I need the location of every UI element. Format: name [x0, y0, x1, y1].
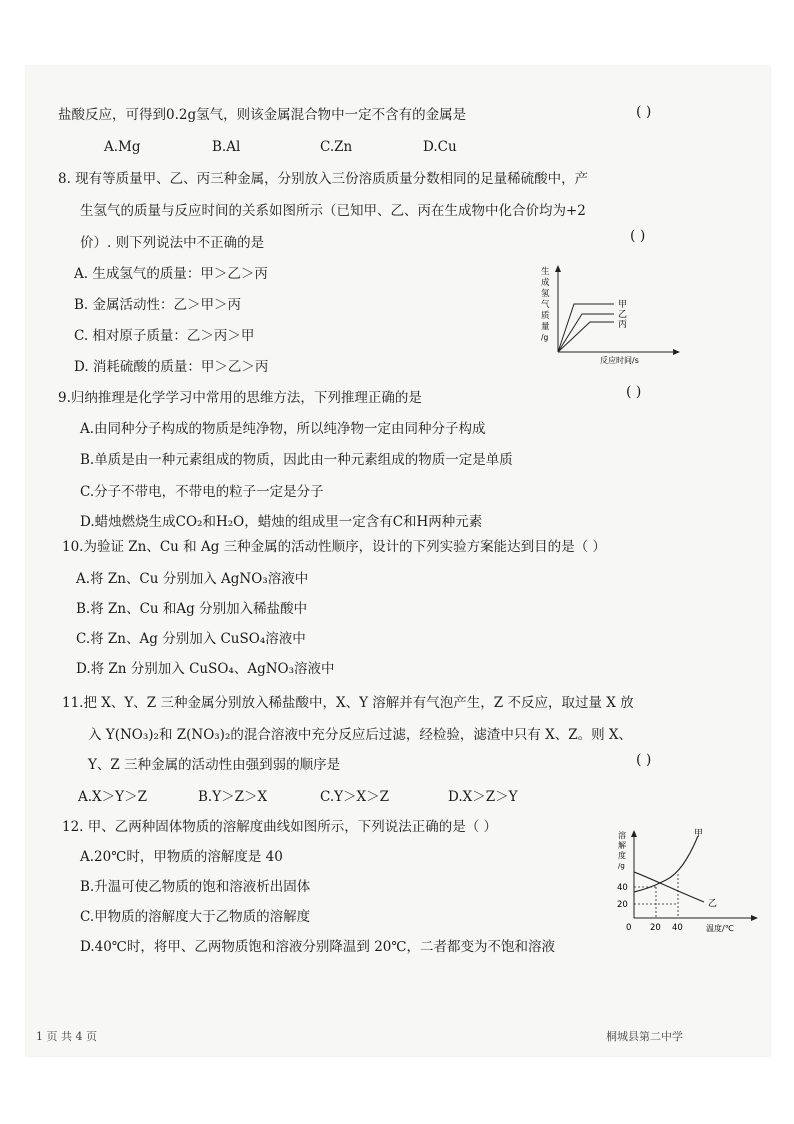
q9-option-a: A.由同种分子构成的物质是纯净物，所以纯净物一定由同种分子构成	[80, 421, 486, 437]
q9-answer-paren: ( )	[626, 384, 642, 400]
q12-ytick-40: 40	[617, 883, 628, 893]
q8-answer-paren: ( )	[630, 228, 646, 244]
q8-ylabel-3: 氢	[541, 289, 550, 299]
q8-label-bing: 丙	[618, 320, 628, 330]
school-name: 桐城县第二中学	[606, 1030, 683, 1043]
q11-option-a: A.X＞Y＞Z	[78, 789, 147, 805]
q8-stem-line3: 价）. 则下列说法中不正确的是	[80, 235, 265, 251]
q9-option-d: D.蜡烛燃烧生成CO₂和H₂O，蜡烛的组成里一定含有C和H两种元素	[80, 514, 483, 530]
q12-curve-jia	[634, 836, 698, 892]
q12-label-yi: 乙	[708, 899, 718, 909]
q7-option-d: D.Cu	[423, 139, 457, 155]
q7-answer-paren: ( )	[636, 104, 652, 120]
q8-curve-yi	[558, 314, 614, 352]
q12-x-arrow	[751, 915, 758, 921]
q12-option-c: C.甲物质的溶解度大于乙物质的溶解度	[80, 909, 311, 925]
q12-ytick-20: 20	[617, 900, 628, 910]
q12-solubility-chart	[614, 826, 770, 936]
q12-xtick-40: 40	[672, 923, 683, 933]
q8-xlabel: 反应时间/s	[600, 356, 639, 365]
q9-stem: 9.归纳推理是化学学习中常用的思维方法，下列推理正确的是	[58, 390, 422, 406]
q7-option-b: B.Al	[212, 139, 241, 155]
q8-y-arrow	[555, 265, 561, 272]
q8-ylabel-6: 量	[541, 322, 550, 332]
q12-xtick-20: 20	[650, 923, 661, 933]
q7-option-c: C.Zn	[320, 139, 353, 155]
q8-ylabel-1: 生	[541, 267, 550, 277]
q8-option-a: A. 生成氢气的质量：甲＞乙＞丙	[74, 266, 268, 282]
q11-stem-line3: Y、Z 三种金属的活动性由强到弱的顺序是	[88, 757, 341, 773]
page-number: 1 页 共 4 页	[36, 1030, 97, 1043]
q7-stem: 盐酸反应，可得到0.2g氢气，则该金属混合物中一定不含有的金属是	[58, 107, 467, 123]
q8-hydrogen-chart	[538, 262, 688, 366]
q12-option-b: B.升温可使乙物质的饱和溶液析出固体	[80, 879, 311, 895]
q12-ylabel-2: 解	[618, 841, 626, 850]
q12-xtick-0: 0	[626, 923, 632, 933]
q8-option-c: C. 相对原子质量：乙＞丙＞甲	[74, 328, 255, 344]
q8-label-yi: 乙	[618, 310, 628, 320]
q9-option-b: B.单质是由一种元素组成的物质，因此由一种元素组成的物质一定是单质	[80, 452, 513, 468]
q11-stem-line2: 入 Y(NO₃)₂和 Z(NO₃)₂的混合溶液中充分反应后过滤，经检验，滤渣中只有 X、Z。则 X、	[88, 727, 633, 743]
q11-stem-line1: 11.把 X、Y、Z 三种金属分别放入稀盐酸中，X、Y 溶解并有气泡产生，Z 不反应，取过量 X 放	[62, 695, 634, 711]
q12-y-arrow	[631, 830, 637, 837]
q11-option-c: C.Y＞X＞Z	[320, 789, 390, 805]
q9-option-c: C.分子不带电，不带电的粒子一定是分子	[80, 484, 324, 500]
q12-label-jia: 甲	[694, 829, 704, 839]
q12-ylabel-4: /g	[618, 862, 625, 870]
q10-option-a: A.将 Zn、Cu 分别加入 AgNO₃溶液中	[76, 571, 309, 587]
q8-ylabel-7: /g	[541, 333, 549, 342]
q12-stem: 12. 甲、乙两种固体物质的溶解度曲线如图所示，下列说法正确的是（ ）	[62, 819, 498, 835]
q8-x-arrow	[673, 349, 680, 355]
q10-option-d: D.将 Zn 分别加入 CuSO₄、AgNO₃溶液中	[76, 661, 335, 677]
q10-stem: 10.为验证 Zn、Cu 和 Ag 三种金属的活动性顺序，设计的下列实验方案能达到目的是（ ）	[62, 539, 606, 555]
q8-ylabel-2: 成	[541, 278, 550, 288]
q12-curve-yi	[634, 872, 704, 902]
q8-ylabel-4: 气	[541, 300, 550, 310]
q12-xlabel: 温度/℃	[706, 924, 734, 933]
q8-option-d: D. 消耗硫酸的质量：甲＞乙＞丙	[74, 359, 269, 375]
q12-ylabel-3: 度	[618, 851, 626, 860]
q7-option-a: A.Mg	[104, 139, 141, 155]
q8-option-b: B. 金属活动性：乙＞甲＞丙	[74, 297, 242, 313]
q8-ylabel-5: 质	[541, 311, 550, 321]
q11-option-d: D.X＞Z＞Y	[448, 789, 518, 805]
q11-answer-paren: ( )	[636, 752, 652, 768]
q10-option-b: B.将 Zn、Cu 和Ag 分别加入稀盐酸中	[76, 601, 308, 617]
q12-option-a: A.20℃时，甲物质的溶解度是 40	[80, 849, 283, 865]
q12-ylabel-1: 溶	[618, 831, 626, 840]
q8-label-jia: 甲	[618, 300, 628, 310]
q10-option-c: C.将 Zn、Ag 分别加入 CuSO₄溶液中	[76, 631, 306, 647]
q8-stem-line2: 生氢气的质量与反应时间的关系如图所示（已知甲、乙、丙在生成物中化合价均为+2	[80, 203, 586, 219]
q8-stem-line1: 8. 现有等质量甲、乙、丙三种金属，分别放入三份溶质质量分数相同的足量稀硫酸中，产	[58, 171, 589, 187]
q12-option-d: D.40℃时，将甲、乙两物质饱和溶液分别降温到 20℃，二者都变为不饱和溶液	[80, 939, 555, 955]
q11-option-b: B.Y＞Z＞X	[198, 789, 268, 805]
